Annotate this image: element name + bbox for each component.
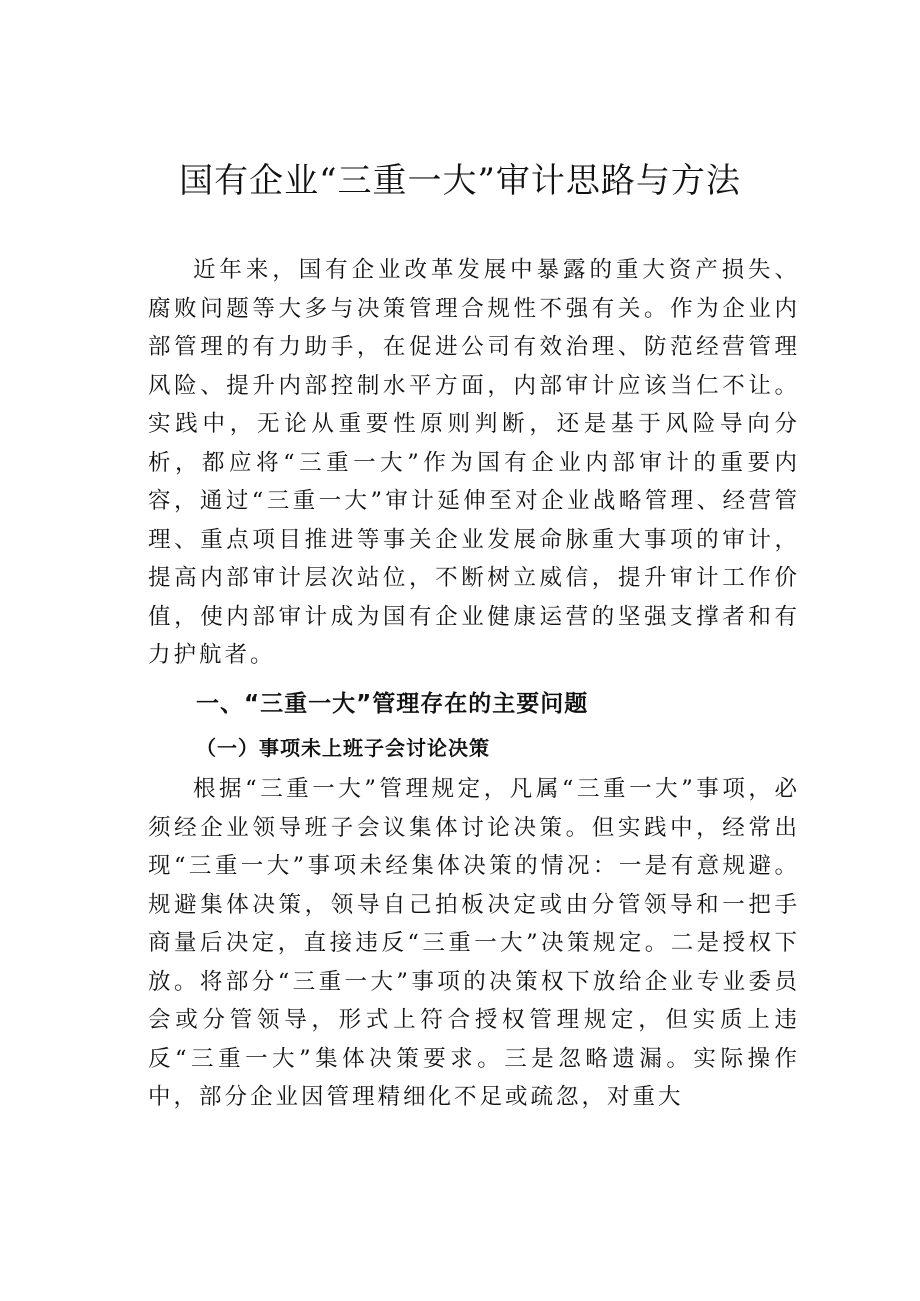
section-heading-1: 一、“三重一大”管理存在的主要问题 xyxy=(196,691,589,717)
intro-paragraph: 近年来，国有企业改革发展中暴露的重大资产损失、腐败问题等大多与决策管理合规性不强有关。作为企业内部管理的有力助手，在促进公司有效治理、防范经营管理风险、提升内部控制水平方面，内部审计应该当仁不让。实践中，无论从重要性原则判断，还是基于风险导向分析，都应将“三重一大”作为国有企业内部审计的重要内容，通过“三重一大”审计延伸至对企业战略管理、经营管理、重点项目推进等事关企业发展命脉重大事项的审计，提高内部审计层次站位，不断树立威信，提升审计工作价值，使内部审计成为国有企业健康运营的坚强支撑者和有力护航者。 xyxy=(148,257,800,668)
document-title: 国有企业“三重一大”审计思路与方法 xyxy=(179,161,741,201)
subsection-1-1-paragraph: 根据“三重一大”管理规定，凡属“三重一大”事项，必须经企业领导班子会议集体讨论决策。但实践中，经常出现“三重一大”事项未经集体决策的情况：一是有意规避。规避集体决策，领导自己拍板决定或由分管领导和一把手商量后决定，直接违反“三重一大”决策规定。二是授权下放。将部分“三重一大”事项的决策权下放给企业专业委员会或分管领导，形式上符合授权管理规定，但实质上违反“三重一大”集体决策要求。三是忽略遗漏。实际操作中，部分企业因管理精细化不足或疏忽，对重大 xyxy=(148,776,800,1110)
subsection-heading-1-1: （一）事项未上班子会讨论决策 xyxy=(196,736,490,760)
subsection-1-1-body xyxy=(148,770,800,1117)
intro-section xyxy=(148,251,800,675)
